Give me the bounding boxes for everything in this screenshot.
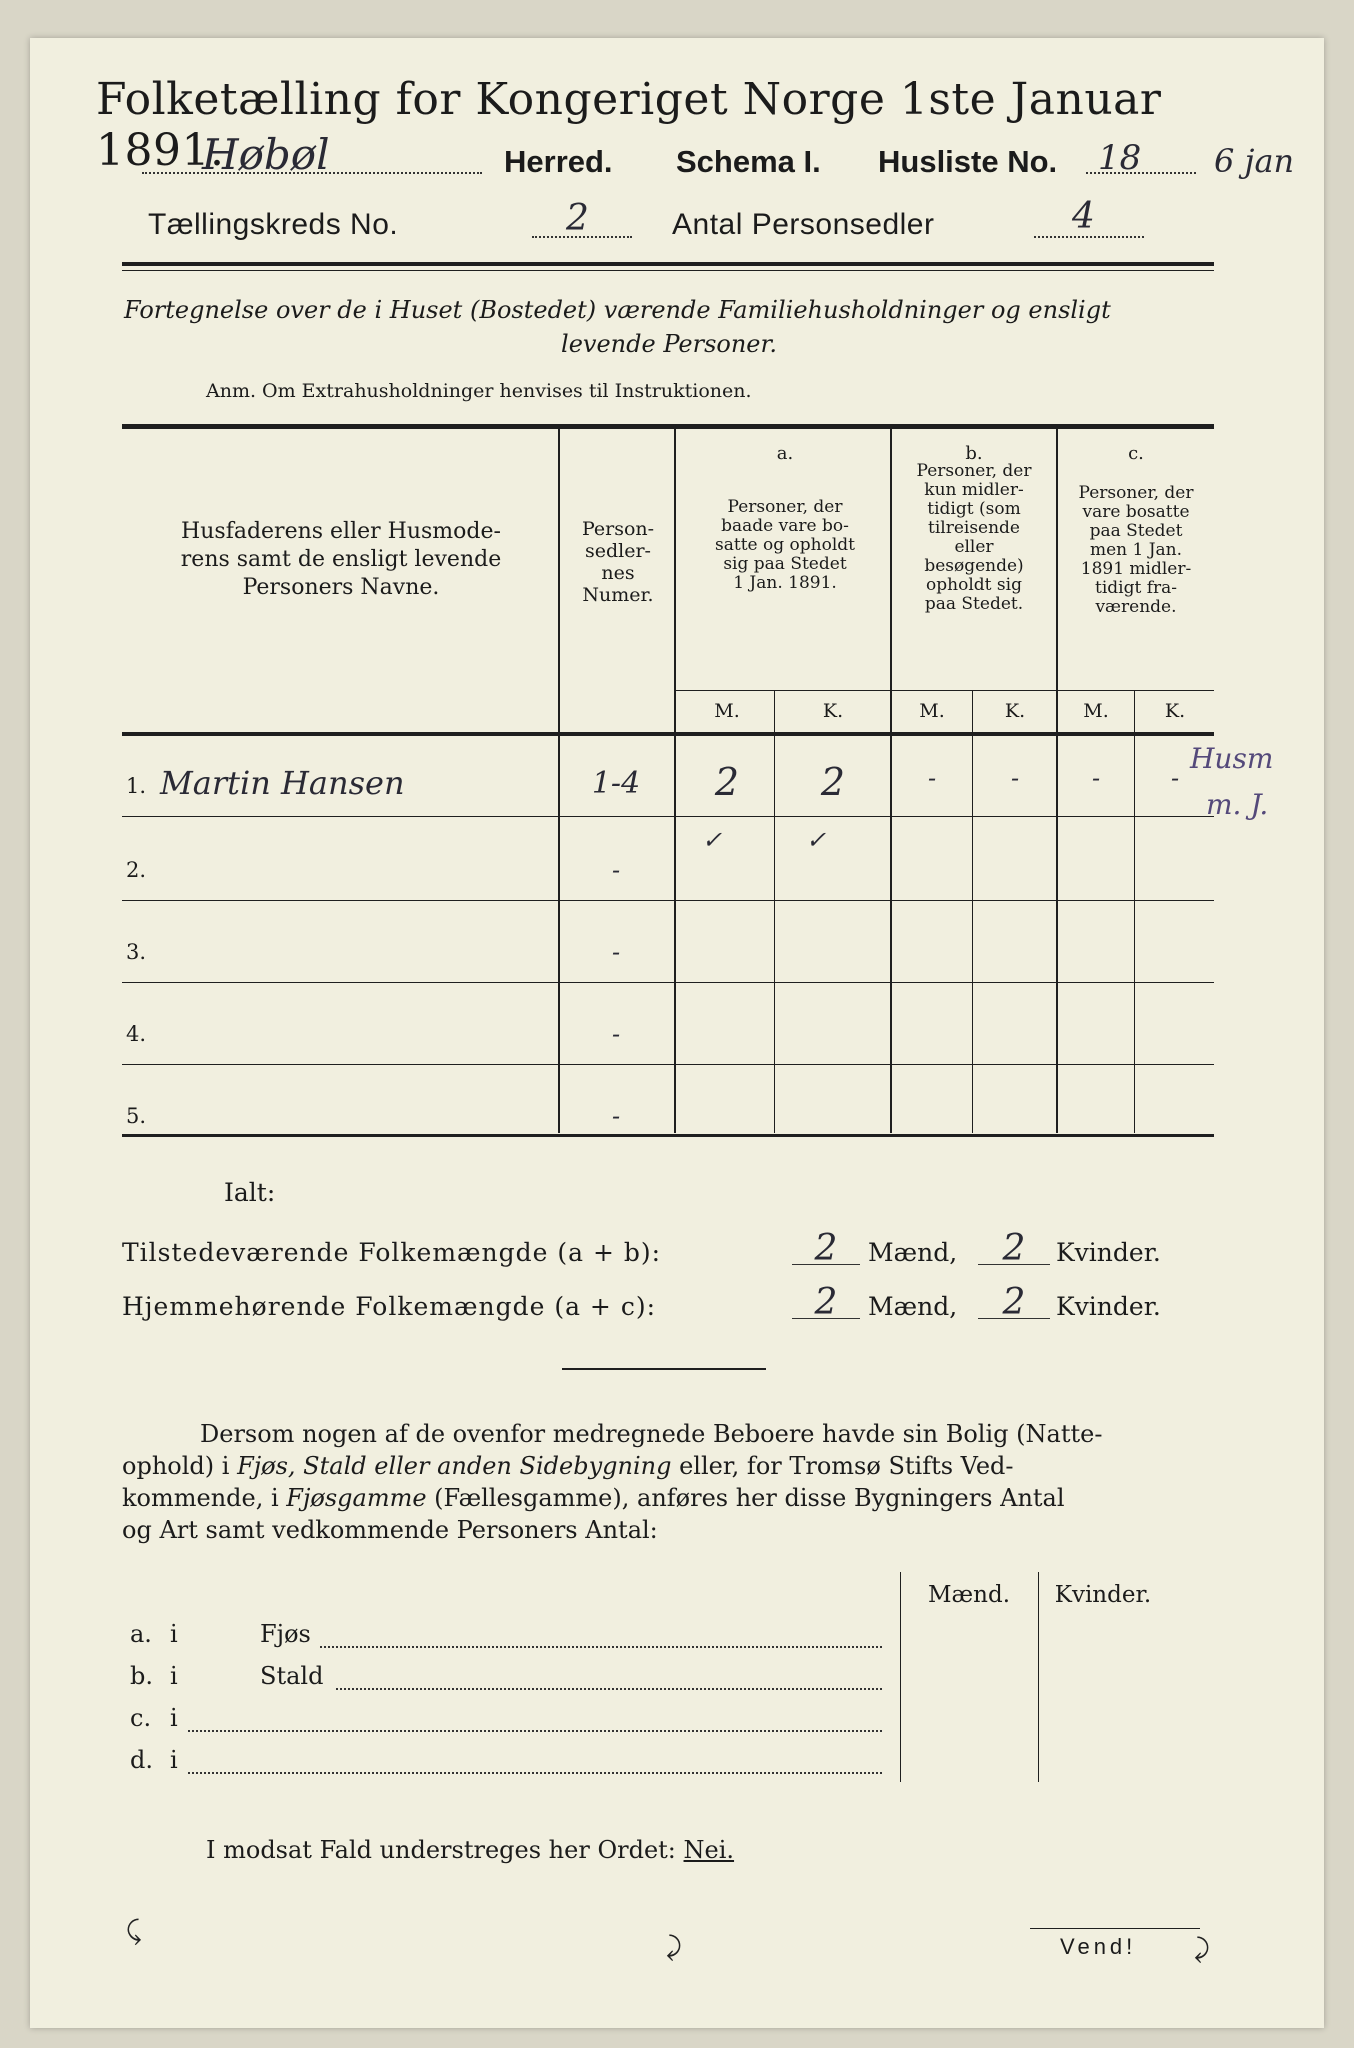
tilstede-row <box>122 1228 1222 1278</box>
row-c-k: - <box>1170 764 1180 792</box>
tick-mark-icon: ✓ <box>806 826 827 854</box>
buildings-vline-2 <box>1038 1572 1039 1782</box>
item-letter: b. <box>130 1662 153 1690</box>
modsat-label: I modsat Fald understreges her Ordet: <box>206 1836 676 1864</box>
tilstede-maend-label: Mænd, <box>868 1238 958 1267</box>
margin-note-line-1: Husm <box>1190 742 1274 775</box>
tilstede-maend-value: 2 <box>814 1228 838 1269</box>
husliste-note: 6 jan <box>1214 142 1295 180</box>
tilstede-kvinder-underline <box>978 1264 1050 1265</box>
row-underline <box>122 816 1214 817</box>
row-numer: - <box>611 1102 621 1130</box>
table-row <box>122 1064 1214 1134</box>
hjemme-maend-underline <box>792 1318 860 1319</box>
col-header-names-line2: rens samt de ensligt levende <box>180 547 502 572</box>
col-b-letter: b. <box>965 443 983 464</box>
corner-mark-icon: ⤸ <box>1194 1934 1210 1964</box>
item-dotted-line <box>320 1646 882 1648</box>
row-number: 2. <box>126 858 147 882</box>
row-b-m: - <box>927 764 937 792</box>
table-top-rule <box>122 424 1214 429</box>
modsat-line <box>206 1836 734 1864</box>
census-form-page <box>30 38 1324 2028</box>
hjemme-row <box>122 1282 1222 1332</box>
herred-value: Høbøl <box>202 130 330 179</box>
c-m-label: M. <box>1083 700 1109 722</box>
vend-label: Vend! <box>1060 1934 1137 1959</box>
personsedler-value: 4 <box>1072 196 1095 237</box>
item-i: i <box>170 1662 178 1690</box>
form-title: Folketælling for Kongeriget Norge 1ste Januar 1891. <box>96 74 1162 176</box>
col-header-numer: Person- sedler- nes Numer. <box>581 518 655 606</box>
row-number: 5. <box>126 1104 147 1128</box>
col-header-c: Personer, der vare bosatte paa Stedet men 1 Jan. 1891 midler- tidigt fra- værende. <box>1078 483 1194 617</box>
herred-label: Herred. <box>504 144 613 179</box>
row-number: 1. <box>126 774 147 798</box>
buildings-line-1: Dersom nogen af de ovenfor medregnede Beboere havde sin Bolig (Natte- <box>200 1420 1103 1448</box>
header-bottom-rule <box>122 732 1214 736</box>
row-a-k: 2 <box>820 760 846 804</box>
hjemme-kvinder-underline <box>978 1318 1050 1319</box>
row-c-m: - <box>1091 764 1101 792</box>
buildings-line-3: kommende, i Fjøsgamme (Fællesgamme), anføres her disse Bygningers Antal <box>122 1484 1065 1512</box>
row-numer: - <box>611 938 621 966</box>
tick-mark-icon: ✓ <box>702 826 723 854</box>
item-label: Stald <box>260 1662 324 1690</box>
item-letter: c. <box>130 1704 152 1732</box>
buildings-item <box>130 1620 900 1660</box>
item-i: i <box>170 1746 178 1774</box>
buildings-item <box>130 1746 900 1786</box>
row-numer: 1-4 <box>591 766 641 801</box>
tilstede-kvinder-value: 2 <box>1002 1228 1026 1269</box>
row-number: 3. <box>126 940 147 964</box>
intro-line-2: levende Personer. <box>561 330 777 358</box>
item-letter: a. <box>130 1620 152 1648</box>
hjemme-kvinder-value: 2 <box>1002 1282 1026 1323</box>
table-row <box>122 818 1214 900</box>
anm-note: Anm. Om Extrahusholdninger henvises til Instruktionen. <box>206 380 752 402</box>
a-m-label: M. <box>714 700 740 722</box>
kreds-value: 2 <box>566 198 589 239</box>
col-a-letter: a. <box>776 443 794 464</box>
item-label: Fjøs <box>260 1620 311 1648</box>
a-k-label: K. <box>822 700 844 722</box>
buildings-kvinder-head: Kvinder. <box>1054 1582 1152 1608</box>
hjemme-kvinder-label: Kvinder. <box>1056 1292 1161 1321</box>
col-header-b: Personer, der kun midler- tidigt (som tilreisende eller besøgende) opholdt sig paa Stedet. <box>916 461 1032 614</box>
header-rule-thin <box>122 270 1214 271</box>
tilstede-label: Tilstedeværende Folkemængde (a + b): <box>122 1238 662 1267</box>
corner-mark-icon: ⤸ <box>666 1932 682 1962</box>
buildings-item <box>130 1662 900 1702</box>
modsat-word: Nei. <box>683 1836 735 1864</box>
row-number: 4. <box>126 1022 147 1046</box>
section-divider <box>562 1368 766 1370</box>
buildings-item <box>130 1704 900 1744</box>
margin-note-line-2: m. J. <box>1206 788 1269 821</box>
col-c-letter: c. <box>1128 443 1144 464</box>
item-letter: d. <box>130 1746 153 1774</box>
hjemme-maend-value: 2 <box>814 1282 838 1323</box>
table-row <box>122 738 1214 818</box>
table-bottom-rule <box>122 1134 1214 1137</box>
buildings-paragraph <box>122 1418 1222 1546</box>
schema-label: Schema I. <box>676 144 821 179</box>
row-numer: - <box>611 1020 621 1048</box>
item-dotted-line <box>336 1688 882 1690</box>
tilstede-kvinder-label: Kvinder. <box>1056 1238 1161 1267</box>
item-dotted-line <box>188 1772 882 1774</box>
ialt-label: Ialt: <box>224 1178 276 1207</box>
b-k-label: K. <box>1004 700 1026 722</box>
row-b-k: - <box>1010 764 1020 792</box>
table-row <box>122 982 1214 1064</box>
b-m-label: M. <box>919 700 945 722</box>
buildings-line-4: og Art samt vedkommende Personers Antal: <box>122 1516 658 1544</box>
husliste-value: 18 <box>1098 138 1142 178</box>
c-k-label: K. <box>1164 700 1186 722</box>
item-dotted-line <box>188 1730 882 1732</box>
col-header-names: Husfaderens eller Husmode- rens samt de ensligt levende Personers Navne. <box>180 519 502 600</box>
buildings-maend-head: Mænd. <box>927 1582 1011 1608</box>
item-i: i <box>170 1704 178 1732</box>
hjemme-label: Hjemmehørende Folkemængde (a + c): <box>122 1292 656 1321</box>
husliste-label: Husliste No. <box>878 144 1058 179</box>
row-name: Martin Hansen <box>160 764 405 802</box>
intro-line-1: Fortegnelse over de i Huset (Bostedet) værende Familiehusholdninger og ensligt <box>124 296 1111 324</box>
col-header-a: Personer, der baade vare bo- satte og opholdt sig paa Stedet 1 Jan. 1891. <box>715 497 855 593</box>
header-rule-thick <box>122 262 1214 266</box>
tilstede-maend-underline <box>792 1264 860 1265</box>
buildings-vline-1 <box>900 1572 901 1782</box>
hjemme-maend-label: Mænd, <box>868 1292 958 1321</box>
table-row <box>122 900 1214 982</box>
row-numer: - <box>611 856 621 884</box>
personsedler-label: Antal Personsedler <box>672 208 935 241</box>
corner-mark-icon: ⤹ <box>126 1916 142 1946</box>
row-a-m: 2 <box>714 760 740 804</box>
kreds-label: Tællingskreds No. <box>148 208 399 241</box>
item-i: i <box>170 1620 178 1648</box>
buildings-line-2: ophold) i Fjøs, Stald eller anden Sidebygning eller, for Tromsø Stifts Ved- <box>122 1452 1014 1480</box>
vend-rule <box>1030 1928 1200 1929</box>
